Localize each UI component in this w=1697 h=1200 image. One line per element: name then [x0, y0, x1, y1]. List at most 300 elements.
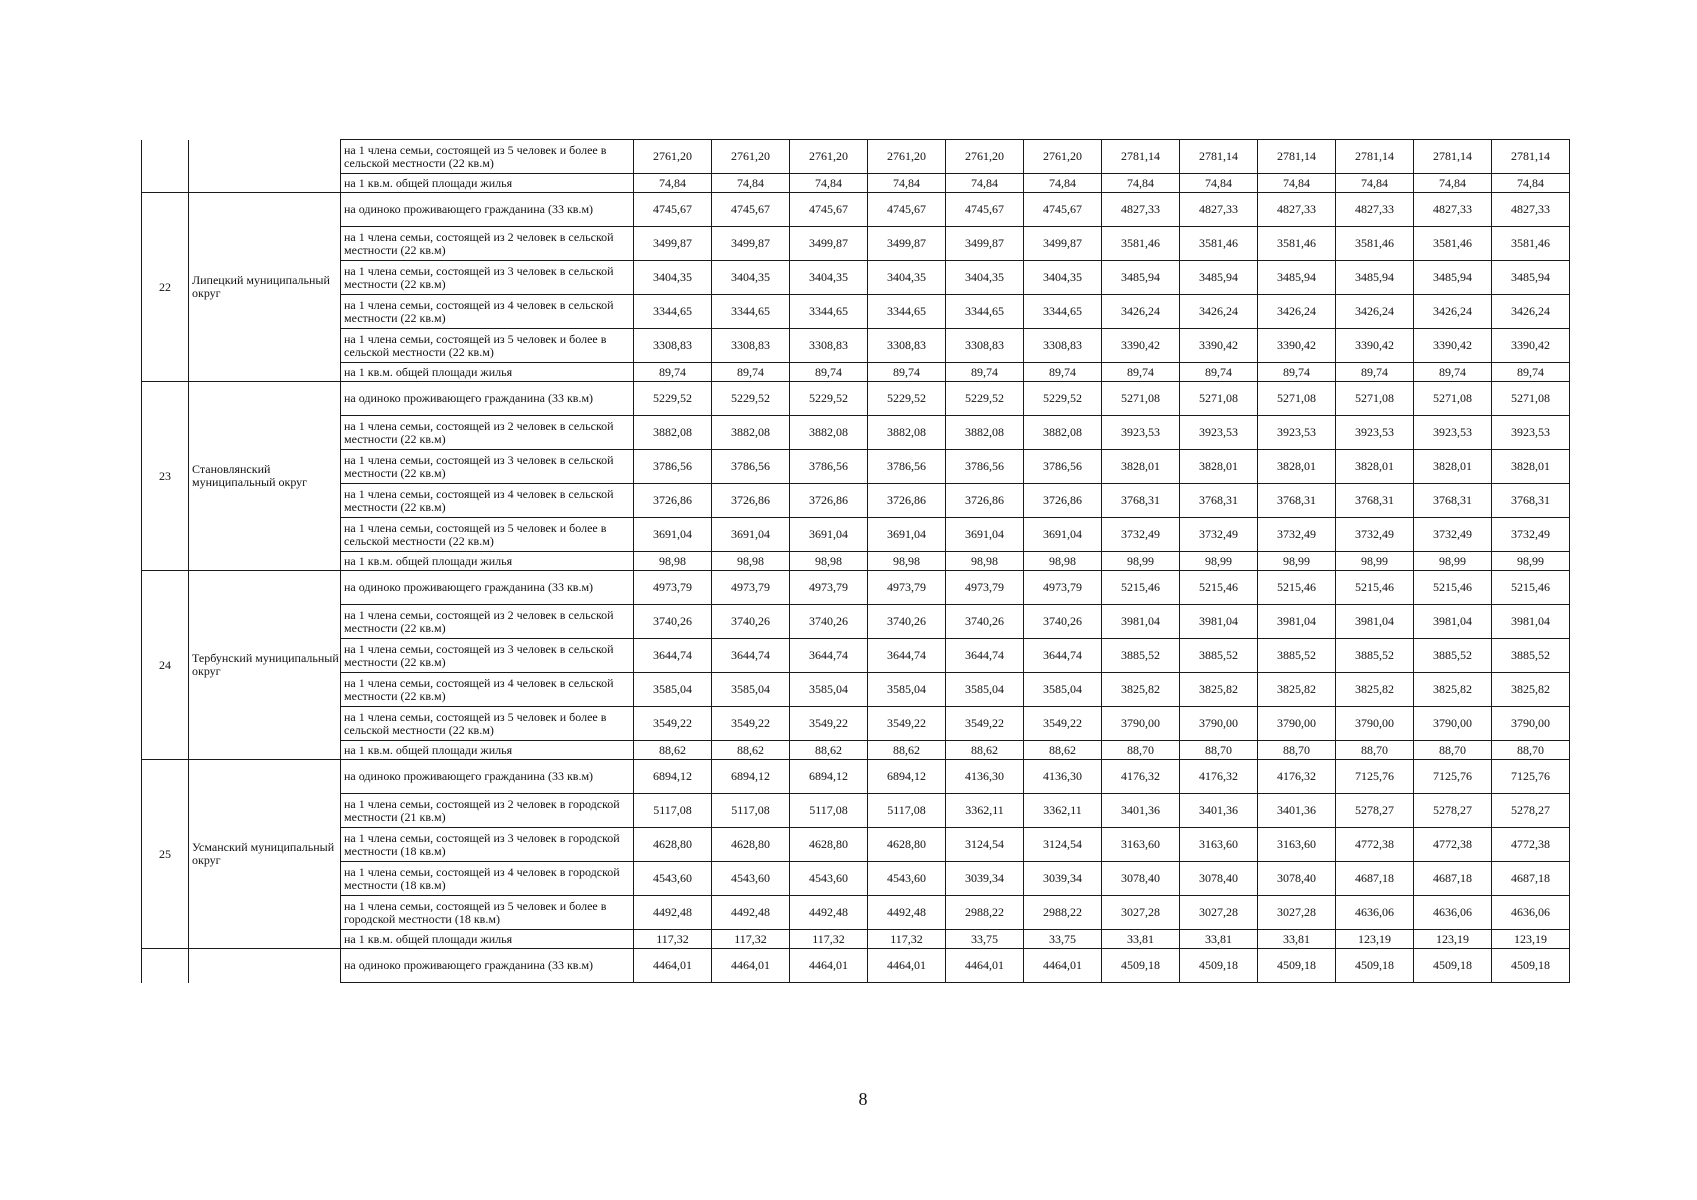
value-cell: 89,74	[1414, 363, 1492, 382]
value-cell: 123,19	[1336, 930, 1414, 949]
value-cell: 74,84	[1258, 174, 1336, 193]
value-cell: 4176,32	[1258, 760, 1336, 794]
district-name: Тербунский муниципальный округ	[189, 571, 341, 760]
value-cell: 5117,08	[634, 794, 712, 828]
value-cell: 123,19	[1414, 930, 1492, 949]
value-cell: 2988,22	[946, 896, 1024, 930]
value-cell: 74,84	[946, 174, 1024, 193]
value-cell: 3581,46	[1258, 227, 1336, 261]
value-cell: 3426,24	[1336, 295, 1414, 329]
value-cell: 3825,82	[1414, 673, 1492, 707]
value-cell: 4464,01	[712, 949, 790, 983]
row-description: на 1 члена семьи, состоящей из 4 человек в сельской местности (22 кв.м)	[341, 673, 634, 707]
value-cell: 4687,18	[1336, 862, 1414, 896]
value-cell: 6894,12	[868, 760, 946, 794]
value-cell: 3740,26	[790, 605, 868, 639]
value-cell: 74,84	[1024, 174, 1102, 193]
value-cell: 89,74	[1024, 363, 1102, 382]
row-description: на одиноко проживающего гражданина (33 кв.м)	[341, 949, 634, 983]
value-cell: 4745,67	[790, 193, 868, 227]
value-cell: 3885,52	[1180, 639, 1258, 673]
value-cell: 4492,48	[712, 896, 790, 930]
value-cell: 3027,28	[1180, 896, 1258, 930]
value-cell: 4628,80	[790, 828, 868, 862]
value-cell: 4636,06	[1414, 896, 1492, 930]
value-cell: 3768,31	[1414, 484, 1492, 518]
value-cell: 3581,46	[1492, 227, 1570, 261]
value-cell: 3485,94	[1414, 261, 1492, 295]
row-description: на 1 члена семьи, состоящей из 5 человек и более в сельской местности (22 кв.м)	[341, 329, 634, 363]
value-cell: 3882,08	[1024, 416, 1102, 450]
value-cell: 3485,94	[1492, 261, 1570, 295]
value-cell: 3308,83	[634, 329, 712, 363]
value-cell: 4492,48	[790, 896, 868, 930]
value-cell: 3981,04	[1414, 605, 1492, 639]
table-row	[142, 329, 1570, 363]
value-cell: 88,70	[1336, 741, 1414, 760]
value-cell: 33,75	[946, 930, 1024, 949]
value-cell: 3078,40	[1180, 862, 1258, 896]
value-cell: 4745,67	[1024, 193, 1102, 227]
table-row	[142, 896, 1570, 930]
value-cell: 3078,40	[1102, 862, 1180, 896]
value-cell: 88,70	[1414, 741, 1492, 760]
value-cell: 4492,48	[634, 896, 712, 930]
value-cell: 3499,87	[712, 227, 790, 261]
table-row	[142, 261, 1570, 295]
value-cell: 4464,01	[868, 949, 946, 983]
value-cell: 117,32	[712, 930, 790, 949]
value-cell: 3981,04	[1180, 605, 1258, 639]
value-cell: 98,99	[1492, 552, 1570, 571]
value-cell: 3790,00	[1336, 707, 1414, 741]
value-cell: 2761,20	[790, 140, 868, 174]
value-cell: 4687,18	[1414, 862, 1492, 896]
value-cell: 4687,18	[1492, 862, 1570, 896]
value-cell: 3362,11	[1024, 794, 1102, 828]
value-cell: 4772,38	[1492, 828, 1570, 862]
value-cell: 2761,20	[634, 140, 712, 174]
row-description: на 1 кв.м. общей площади жилья	[341, 930, 634, 949]
value-cell: 5229,52	[946, 382, 1024, 416]
value-cell: 88,62	[946, 741, 1024, 760]
value-cell: 3923,53	[1336, 416, 1414, 450]
value-cell: 4136,30	[946, 760, 1024, 794]
value-cell: 3981,04	[1102, 605, 1180, 639]
value-cell: 3549,22	[946, 707, 1024, 741]
row-description: на 1 члена семьи, состоящей из 4 человек в сельской местности (22 кв.м)	[341, 295, 634, 329]
value-cell: 4464,01	[1024, 949, 1102, 983]
row-description: на одиноко проживающего гражданина (33 кв.м)	[341, 571, 634, 605]
value-cell: 89,74	[946, 363, 1024, 382]
value-cell: 3549,22	[712, 707, 790, 741]
value-cell: 123,19	[1492, 930, 1570, 949]
value-cell: 3726,86	[712, 484, 790, 518]
value-cell: 3923,53	[1492, 416, 1570, 450]
value-cell: 5215,46	[1258, 571, 1336, 605]
value-cell: 98,98	[790, 552, 868, 571]
value-cell: 3308,83	[790, 329, 868, 363]
value-cell: 88,62	[868, 741, 946, 760]
row-description: на 1 члена семьи, состоящей из 3 человек в сельской местности (22 кв.м)	[341, 450, 634, 484]
value-cell: 3499,87	[634, 227, 712, 261]
value-cell: 5117,08	[868, 794, 946, 828]
value-cell: 5271,08	[1414, 382, 1492, 416]
value-cell: 3027,28	[1102, 896, 1180, 930]
value-cell: 3786,56	[634, 450, 712, 484]
value-cell: 4973,79	[790, 571, 868, 605]
value-cell: 3691,04	[946, 518, 1024, 552]
value-cell: 3768,31	[1258, 484, 1336, 518]
value-cell: 89,74	[712, 363, 790, 382]
value-cell: 2781,14	[1336, 140, 1414, 174]
value-cell: 74,84	[1336, 174, 1414, 193]
value-cell: 3790,00	[1180, 707, 1258, 741]
row-description: на 1 кв.м. общей площади жилья	[341, 174, 634, 193]
value-cell: 5215,46	[1492, 571, 1570, 605]
value-cell: 3740,26	[946, 605, 1024, 639]
value-cell: 2781,14	[1492, 140, 1570, 174]
value-cell: 2988,22	[1024, 896, 1102, 930]
value-cell: 3981,04	[1336, 605, 1414, 639]
value-cell: 3691,04	[712, 518, 790, 552]
row-description: на 1 члена семьи, состоящей из 5 человек и более в городской местности (18 кв.м)	[341, 896, 634, 930]
row-description: на 1 члена семьи, состоящей из 5 человек и более в сельской местности (22 кв.м)	[341, 518, 634, 552]
value-cell: 4772,38	[1414, 828, 1492, 862]
table-row	[142, 862, 1570, 896]
value-cell: 2781,14	[1102, 140, 1180, 174]
value-cell: 3740,26	[1024, 605, 1102, 639]
value-cell: 3308,83	[946, 329, 1024, 363]
value-cell: 4509,18	[1414, 949, 1492, 983]
value-cell: 3885,52	[1258, 639, 1336, 673]
value-cell: 4464,01	[634, 949, 712, 983]
value-cell: 3499,87	[946, 227, 1024, 261]
value-cell: 6894,12	[712, 760, 790, 794]
value-cell: 2781,14	[1414, 140, 1492, 174]
page-number: 8	[858, 1089, 868, 1109]
value-cell: 89,74	[1492, 363, 1570, 382]
value-cell: 4745,67	[634, 193, 712, 227]
value-cell: 2781,14	[1258, 140, 1336, 174]
table-row	[142, 484, 1570, 518]
value-cell: 4464,01	[946, 949, 1024, 983]
value-cell: 3981,04	[1258, 605, 1336, 639]
value-cell: 3644,74	[634, 639, 712, 673]
value-cell: 3401,36	[1180, 794, 1258, 828]
value-cell: 98,98	[1024, 552, 1102, 571]
value-cell: 3825,82	[1492, 673, 1570, 707]
value-cell: 4973,79	[712, 571, 790, 605]
value-cell: 3163,60	[1180, 828, 1258, 862]
number-cell	[142, 140, 189, 193]
value-cell: 3828,01	[1336, 450, 1414, 484]
value-cell: 3404,35	[868, 261, 946, 295]
district-name: Становлянский муниципальный округ	[189, 382, 341, 571]
value-cell: 6894,12	[790, 760, 868, 794]
value-cell: 3882,08	[634, 416, 712, 450]
value-cell: 5271,08	[1180, 382, 1258, 416]
value-cell: 3882,08	[868, 416, 946, 450]
row-description: на одиноко проживающего гражданина (33 кв.м)	[341, 382, 634, 416]
value-cell: 88,62	[790, 741, 868, 760]
value-cell: 4973,79	[1024, 571, 1102, 605]
value-cell: 3828,01	[1414, 450, 1492, 484]
value-cell: 5117,08	[790, 794, 868, 828]
value-cell: 88,62	[712, 741, 790, 760]
value-cell: 4543,60	[712, 862, 790, 896]
value-cell: 3726,86	[946, 484, 1024, 518]
value-cell: 3499,87	[1024, 227, 1102, 261]
value-cell: 74,84	[1492, 174, 1570, 193]
value-cell: 98,98	[634, 552, 712, 571]
value-cell: 98,98	[712, 552, 790, 571]
value-cell: 3308,83	[868, 329, 946, 363]
row-description: на 1 члена семьи, состоящей из 4 человек в сельской местности (22 кв.м)	[341, 484, 634, 518]
value-cell: 5215,46	[1414, 571, 1492, 605]
table-row	[142, 673, 1570, 707]
table-row	[142, 741, 1570, 760]
value-cell: 3390,42	[1492, 329, 1570, 363]
value-cell: 88,62	[634, 741, 712, 760]
value-cell: 74,84	[712, 174, 790, 193]
value-cell: 7125,76	[1336, 760, 1414, 794]
value-cell: 3740,26	[634, 605, 712, 639]
value-cell: 4973,79	[946, 571, 1024, 605]
value-cell: 117,32	[634, 930, 712, 949]
table-row	[142, 295, 1570, 329]
table-row	[142, 639, 1570, 673]
value-cell: 3039,34	[1024, 862, 1102, 896]
value-cell: 74,84	[634, 174, 712, 193]
table-row	[142, 450, 1570, 484]
district-cell	[189, 949, 341, 983]
value-cell: 3828,01	[1258, 450, 1336, 484]
value-cell: 3499,87	[868, 227, 946, 261]
value-cell: 3923,53	[1414, 416, 1492, 450]
value-cell: 4636,06	[1336, 896, 1414, 930]
value-cell: 3308,83	[712, 329, 790, 363]
value-cell: 3732,49	[1414, 518, 1492, 552]
value-cell: 98,98	[868, 552, 946, 571]
value-cell: 4827,33	[1180, 193, 1258, 227]
value-cell: 5229,52	[1024, 382, 1102, 416]
value-cell: 88,70	[1492, 741, 1570, 760]
value-cell: 4509,18	[1258, 949, 1336, 983]
value-cell: 4745,67	[868, 193, 946, 227]
value-cell: 3786,56	[712, 450, 790, 484]
value-cell: 3404,35	[790, 261, 868, 295]
value-cell: 3790,00	[1258, 707, 1336, 741]
value-cell: 3740,26	[712, 605, 790, 639]
table-row	[142, 227, 1570, 261]
value-cell: 3768,31	[1180, 484, 1258, 518]
district-name: Усманский муниципальный округ	[189, 760, 341, 949]
row-description: на 1 члена семьи, состоящей из 2 человек в городской местности (21 кв.м)	[341, 794, 634, 828]
table-row	[142, 605, 1570, 639]
value-cell: 4509,18	[1492, 949, 1570, 983]
row-description: на 1 члена семьи, состоящей из 2 человек в сельской местности (22 кв.м)	[341, 416, 634, 450]
district-number: 22	[142, 193, 189, 382]
value-cell: 3732,49	[1336, 518, 1414, 552]
table-row	[142, 363, 1570, 382]
value-cell: 4464,01	[790, 949, 868, 983]
value-cell: 3691,04	[868, 518, 946, 552]
table-row	[142, 760, 1570, 794]
value-cell: 3882,08	[790, 416, 868, 450]
value-cell: 3485,94	[1258, 261, 1336, 295]
value-cell: 3644,74	[790, 639, 868, 673]
value-cell: 3485,94	[1336, 261, 1414, 295]
table-row	[142, 416, 1570, 450]
value-cell: 3390,42	[1102, 329, 1180, 363]
value-cell: 3344,65	[712, 295, 790, 329]
value-cell: 98,99	[1102, 552, 1180, 571]
value-cell: 74,84	[790, 174, 868, 193]
value-cell: 4543,60	[790, 862, 868, 896]
value-cell: 89,74	[868, 363, 946, 382]
value-cell: 4176,32	[1102, 760, 1180, 794]
value-cell: 117,32	[790, 930, 868, 949]
value-cell: 89,74	[790, 363, 868, 382]
value-cell: 4827,33	[1336, 193, 1414, 227]
value-cell: 3885,52	[1492, 639, 1570, 673]
row-description: на 1 члена семьи, состоящей из 5 человек и более в сельской местности (22 кв.м)	[341, 140, 634, 174]
value-cell: 33,81	[1258, 930, 1336, 949]
value-cell: 3790,00	[1492, 707, 1570, 741]
table-row	[142, 571, 1570, 605]
value-cell: 3401,36	[1258, 794, 1336, 828]
row-description: на 1 кв.м. общей площади жилья	[341, 363, 634, 382]
value-cell: 98,99	[1180, 552, 1258, 571]
value-cell: 3585,04	[1024, 673, 1102, 707]
housing-cost-table	[141, 139, 1570, 983]
table-row	[142, 193, 1570, 227]
district-name: Липецкий муниципальный округ	[189, 193, 341, 382]
value-cell: 4973,79	[634, 571, 712, 605]
district-number: 23	[142, 382, 189, 571]
value-cell: 6894,12	[634, 760, 712, 794]
value-cell: 3885,52	[1414, 639, 1492, 673]
value-cell: 3344,65	[634, 295, 712, 329]
value-cell: 3390,42	[1336, 329, 1414, 363]
value-cell: 5229,52	[712, 382, 790, 416]
value-cell: 3344,65	[790, 295, 868, 329]
value-cell: 3124,54	[1024, 828, 1102, 862]
value-cell: 3882,08	[946, 416, 1024, 450]
value-cell: 3549,22	[790, 707, 868, 741]
value-cell: 4827,33	[1102, 193, 1180, 227]
value-cell: 3732,49	[1180, 518, 1258, 552]
table-row	[142, 382, 1570, 416]
value-cell: 3790,00	[1102, 707, 1180, 741]
value-cell: 89,74	[1258, 363, 1336, 382]
value-cell: 3308,83	[1024, 329, 1102, 363]
value-cell: 3585,04	[712, 673, 790, 707]
value-cell: 3923,53	[1258, 416, 1336, 450]
value-cell: 3828,01	[1492, 450, 1570, 484]
value-cell: 98,99	[1258, 552, 1336, 571]
row-description: на 1 члена семьи, состоящей из 4 человек в городской местности (18 кв.м)	[341, 862, 634, 896]
value-cell: 88,70	[1258, 741, 1336, 760]
value-cell: 3768,31	[1492, 484, 1570, 518]
value-cell: 4745,67	[946, 193, 1024, 227]
value-cell: 3825,82	[1258, 673, 1336, 707]
number-cell	[142, 949, 189, 983]
table-row	[142, 949, 1570, 983]
value-cell: 4628,80	[868, 828, 946, 862]
value-cell: 3786,56	[946, 450, 1024, 484]
value-cell: 5278,27	[1336, 794, 1414, 828]
value-cell: 3404,35	[1024, 261, 1102, 295]
value-cell: 74,84	[868, 174, 946, 193]
value-cell: 5117,08	[712, 794, 790, 828]
value-cell: 88,70	[1180, 741, 1258, 760]
value-cell: 98,99	[1336, 552, 1414, 571]
row-description: на 1 кв.м. общей площади жилья	[341, 552, 634, 571]
value-cell: 4827,33	[1414, 193, 1492, 227]
value-cell: 5215,46	[1102, 571, 1180, 605]
value-cell: 3163,60	[1102, 828, 1180, 862]
value-cell: 3485,94	[1102, 261, 1180, 295]
value-cell: 4973,79	[868, 571, 946, 605]
row-description: на 1 члена семьи, состоящей из 2 человек в сельской местности (22 кв.м)	[341, 605, 634, 639]
value-cell: 3027,28	[1258, 896, 1336, 930]
value-cell: 3768,31	[1336, 484, 1414, 518]
value-cell: 3740,26	[868, 605, 946, 639]
value-cell: 33,81	[1180, 930, 1258, 949]
district-cell	[189, 140, 341, 193]
value-cell: 4772,38	[1336, 828, 1414, 862]
value-cell: 3401,36	[1102, 794, 1180, 828]
row-description: на 1 члена семьи, состоящей из 3 человек в сельской местности (22 кв.м)	[341, 639, 634, 673]
value-cell: 33,75	[1024, 930, 1102, 949]
value-cell: 4745,67	[712, 193, 790, 227]
value-cell: 3882,08	[712, 416, 790, 450]
value-cell: 89,74	[634, 363, 712, 382]
value-cell: 3644,74	[712, 639, 790, 673]
value-cell: 3726,86	[868, 484, 946, 518]
value-cell: 117,32	[868, 930, 946, 949]
value-cell: 5229,52	[634, 382, 712, 416]
value-cell: 7125,76	[1492, 760, 1570, 794]
value-cell: 5271,08	[1492, 382, 1570, 416]
value-cell: 3585,04	[634, 673, 712, 707]
value-cell: 33,81	[1102, 930, 1180, 949]
value-cell: 3581,46	[1102, 227, 1180, 261]
table-row	[142, 707, 1570, 741]
value-cell: 3885,52	[1102, 639, 1180, 673]
value-cell: 3404,35	[712, 261, 790, 295]
value-cell: 89,74	[1336, 363, 1414, 382]
table-row	[142, 174, 1570, 193]
value-cell: 88,70	[1102, 741, 1180, 760]
value-cell: 4492,48	[868, 896, 946, 930]
value-cell: 4827,33	[1492, 193, 1570, 227]
value-cell: 4628,80	[712, 828, 790, 862]
value-cell: 5271,08	[1258, 382, 1336, 416]
value-cell: 3726,86	[1024, 484, 1102, 518]
value-cell: 74,84	[1414, 174, 1492, 193]
value-cell: 4636,06	[1492, 896, 1570, 930]
value-cell: 4136,30	[1024, 760, 1102, 794]
value-cell: 2761,20	[712, 140, 790, 174]
value-cell: 3585,04	[790, 673, 868, 707]
value-cell: 4628,80	[634, 828, 712, 862]
value-cell: 3585,04	[868, 673, 946, 707]
value-cell: 89,74	[1102, 363, 1180, 382]
value-cell: 3732,49	[1492, 518, 1570, 552]
